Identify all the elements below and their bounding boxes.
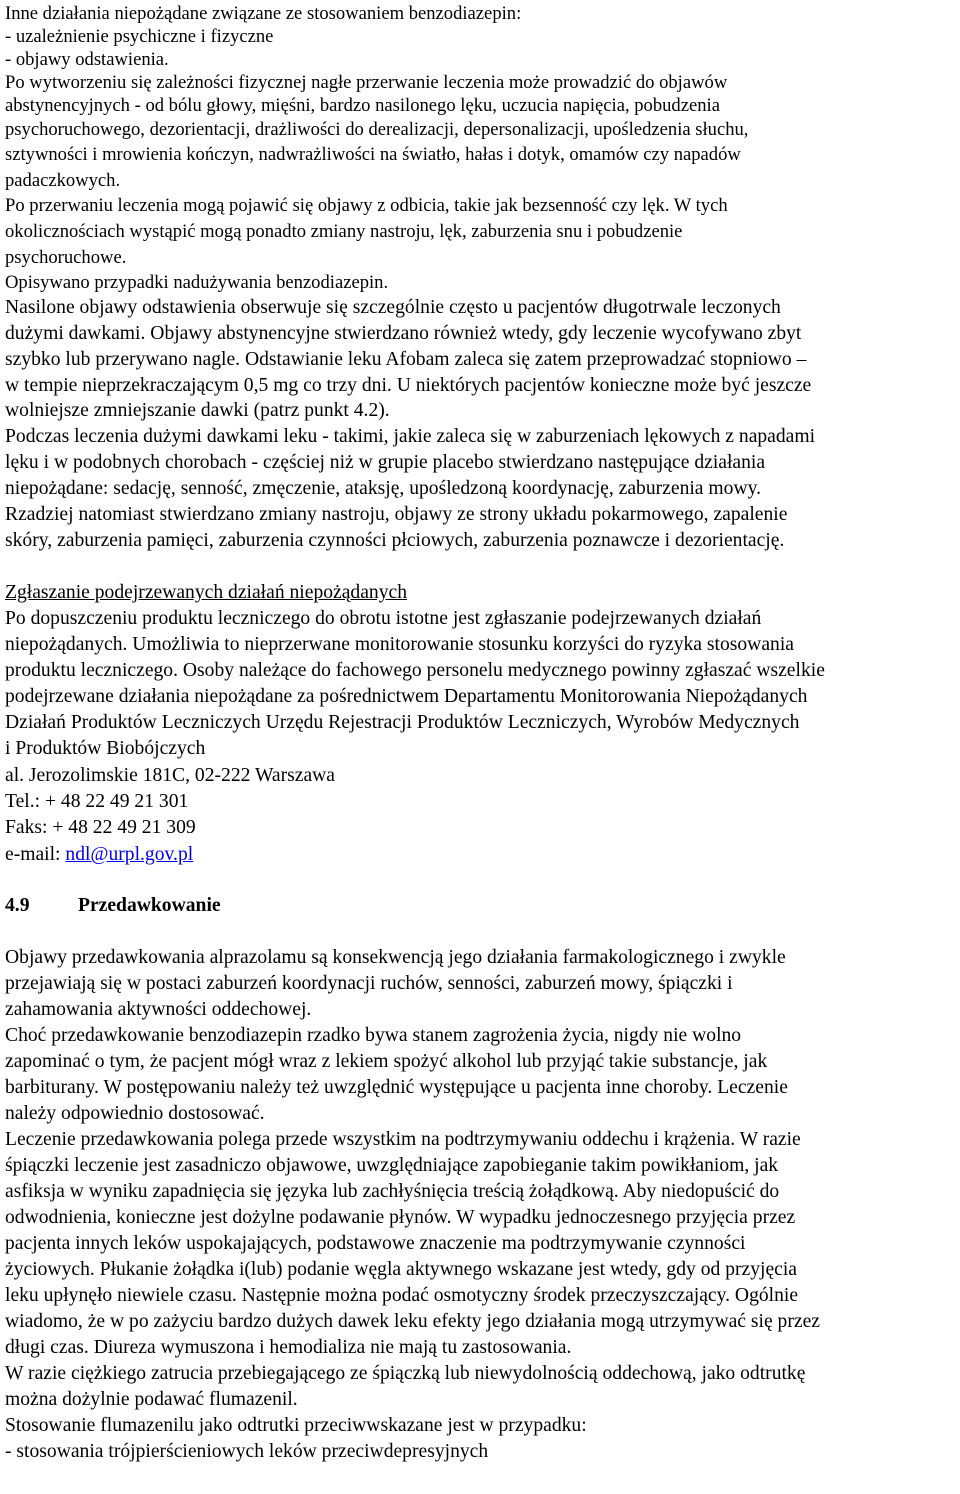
- section-heading: [5, 893, 221, 919]
- text-line: abstynencyjnych - od bólu głowy, mięśni, bardzo nasilonego lęku, uczucia napięcia, pobudzenia: [5, 95, 720, 116]
- phone-line: Tel.: + 48 22 49 21 301: [5, 791, 189, 812]
- text-line: Choć przedawkowanie benzodiazepin rzadko bywa stanem zagrożenia życia, nigdy nie wolno: [5, 1025, 742, 1046]
- text-line: szybko lub przerywano nagle. Odstawianie leku Afobam zaleca się zatem przeprowadzać stopniowo –: [5, 349, 807, 370]
- text-line: asfiksja w wyniku zapadnięcia się języka lub zachłyśnięcia treścią żołądkową. Aby niedopuścić do: [5, 1181, 780, 1202]
- text-line: psychoruchowe.: [5, 247, 127, 268]
- text-line: odwodnienia, konieczne jest dożylne podawanie płynów. W wypadku jednoczesnego przyjęcia przez: [5, 1207, 796, 1228]
- text-line: niepożądane: sedację, senność, zmęczenie, ataksję, upośledzoną koordynację, zaburzenia mowy.: [5, 478, 762, 499]
- email-line: [5, 842, 193, 868]
- text-line: życiowych. Płukanie żołądka i(lub) podanie węgla aktywnego wskazane jest wtedy, gdy od przyjęcia: [5, 1259, 798, 1280]
- email-link[interactable]: ndl@urpl.gov.pl: [65, 844, 194, 865]
- text-line: - stosowania trójpierścieniowych leków przeciwdepresyjnych: [5, 1441, 489, 1462]
- text-line: produktu leczniczego. Osoby należące do fachowego personelu medycznego powinny zgłaszać wszelkie: [5, 660, 825, 681]
- text-line: Nasilone objawy odstawienia obserwuje się szczególnie często u pacjentów długotrwale leczonych: [5, 297, 781, 318]
- text-line: Po wytworzeniu się zależności fizycznej nagłe przerwanie leczenia może prowadzić do objawów: [5, 72, 728, 93]
- text-line: podejrzewane działania niepożądane za pośrednictwem Departamentu Monitorowania Niepożądanych: [5, 686, 808, 707]
- text-line: Działań Produktów Leczniczych Urzędu Rejestracji Produktów Leczniczych, Wyrobów Medycznych: [5, 712, 800, 733]
- address-line: al. Jerozolimskie 181C, 02-222 Warszawa: [5, 765, 335, 786]
- text-line: skóry, zaburzenia pamięci, zaburzenia czynności płciowych, zaburzenia poznawcze i dezorientację.: [5, 530, 785, 551]
- text-line: Opisywano przypadki nadużywania benzodiazepin.: [5, 272, 389, 293]
- text-line: długi czas. Diureza wymuszona i hemodializa nie mają tu zastosowania.: [5, 1337, 572, 1358]
- text-line: Po przerwaniu leczenia mogą pojawić się objawy z odbicia, takie jak bezsenność czy lęk. W tych: [5, 195, 728, 216]
- fax-line: Faks: + 48 22 49 21 309: [5, 817, 196, 838]
- text-line: - objawy odstawienia.: [5, 49, 169, 70]
- text-line: Objawy przedawkowania alprazolamu są konsekwencją jego działania farmakologicznego i zwykle: [5, 947, 786, 968]
- text-line: należy odpowiednio dostosować.: [5, 1103, 265, 1124]
- text-line: wolniejsze zmniejszanie dawki (patrz punkt 4.2).: [5, 400, 390, 421]
- text-line: lęku i w podobnych chorobach - częściej niż w grupie placebo stwierdzano następujące działania: [5, 452, 766, 473]
- text-line: zapominać o tym, że pacjent mógł wraz z lekiem spożyć alkohol lub przyjąć takie substancje, jak: [5, 1051, 768, 1072]
- text-line: niepożądanych. Umożliwia to nieprzerwane monitorowanie stosunku korzyści do ryzyka stosowania: [5, 634, 794, 655]
- text-line: Rzadziej natomiast stwierdzano zmiany nastroju, objawy ze strony układu pokarmowego, zapalenie: [5, 504, 788, 525]
- text-line: można dożylnie podawać flumazenil.: [5, 1389, 298, 1410]
- text-line: w tempie nieprzekraczającym 0,5 mg co trzy dni. U niektórych pacjentów konieczne może być jeszcze: [5, 375, 812, 396]
- section-title: Przedawkowanie: [78, 895, 221, 916]
- text-line: wiadomo, że w po zażyciu bardzo dużych dawek leku efekty jego działania mogą utrzymywać się przez: [5, 1311, 820, 1332]
- text-line: barbiturany. W postępowaniu należy też uwzględnić występujące u pacjenta inne choroby. Leczenie: [5, 1077, 788, 1098]
- text-line: leku upłynęło niewiele czasu. Następnie można podać osmotyczny środek przeczyszczający. Ogólnie: [5, 1285, 799, 1306]
- text-line: Inne działania niepożądane związane ze stosowaniem benzodiazepin:: [5, 3, 522, 24]
- text-line: przejawiają się w postaci zaburzeń koordynacji ruchów, senności, zaburzeń mowy, śpiączki i: [5, 973, 733, 994]
- text-line: Stosowanie flumazenilu jako odtrutki przeciwwskazane jest w przypadku:: [5, 1415, 587, 1436]
- text-line: - uzależnienie psychiczne i fizyczne: [5, 26, 274, 47]
- email-label: e-mail:: [5, 844, 66, 865]
- text-line: Podczas leczenia dużymi dawkami leku - takimi, jakie zaleca się w zaburzeniach lękowych z napadami: [5, 426, 816, 447]
- text-line: pacjenta innych leków uspokajających, podstawowe znaczenie ma podtrzymywanie czynności: [5, 1233, 746, 1254]
- text-line: padaczkowych.: [5, 170, 121, 191]
- section-number: 4.9: [5, 895, 30, 916]
- text-line: W razie ciężkiego zatrucia przebiegającego ze śpiączką lub niewydolnością oddechową, jako odtrutkę: [5, 1363, 806, 1384]
- text-line: psychoruchowego, dezorientacji, drażliwości do derealizacji, depersonalizacji, upośledzenia słuchu,: [5, 119, 749, 140]
- text-line: śpiączki leczenie jest zasadniczo objawowe, uwzględniające zapobieganie takim powikłaniom, jak: [5, 1155, 779, 1176]
- text-line: okolicznościach wystąpić mogą ponadto zmiany nastroju, lęk, zaburzenia snu i pobudzenie: [5, 221, 683, 242]
- text-line: Leczenie przedawkowania polega przede wszystkim na podtrzymywaniu oddechu i krążenia. W razie: [5, 1129, 801, 1150]
- text-line: zahamowania aktywności oddechowej.: [5, 999, 312, 1020]
- text-line: Po dopuszczeniu produktu leczniczego do obrotu istotne jest zgłaszanie podejrzewanych działań: [5, 608, 762, 629]
- text-line: i Produktów Biobójczych: [5, 738, 206, 759]
- text-line: sztywności i mrowienia kończyn, nadwrażliwości na światło, hałas i dotyk, omamów czy napadów: [5, 144, 741, 165]
- reporting-heading: Zgłaszanie podejrzewanych działań niepożądanych: [5, 582, 408, 603]
- text-line: dużymi dawkami. Objawy abstynencyjne stwierdzano również wtedy, gdy leczenie wycofywano zbyt: [5, 323, 802, 344]
